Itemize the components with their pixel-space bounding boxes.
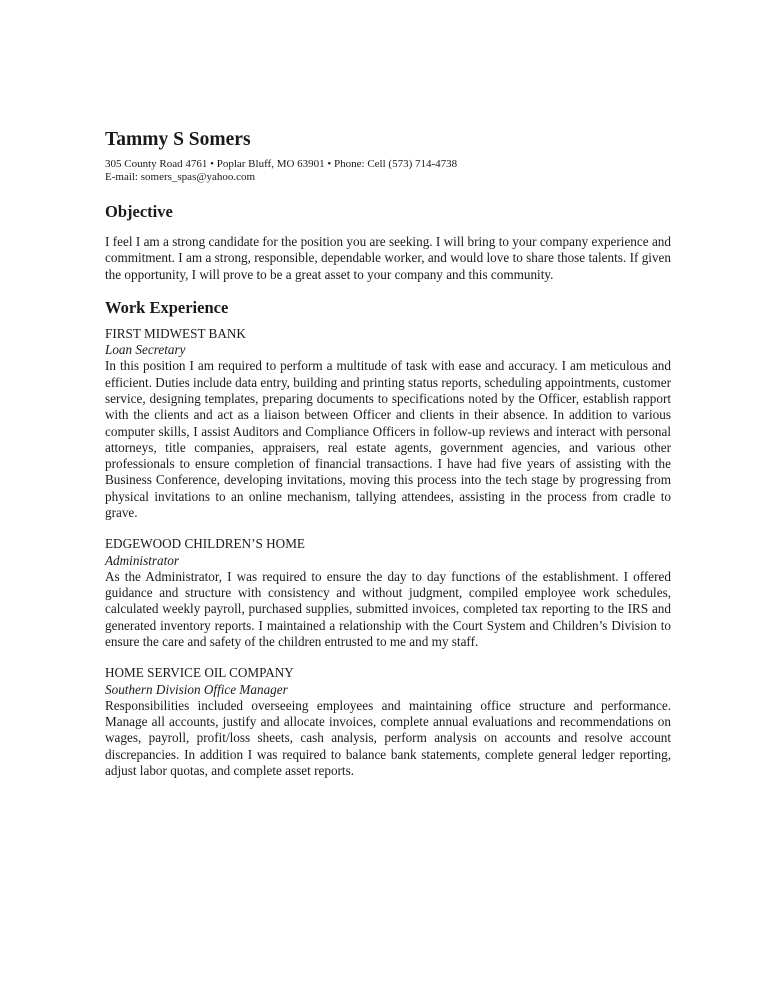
job-description: As the Administrator, I was required to ensure the day to day functions of the establishment. I offered guidance and structure with consistency and without judgment, compiled employee work schedules, calculated weekly payroll, purchased supplies, submitted invoices, completed tax reporting to the IRS and generated inventory reports. I maintained a relationship with the Court System and Children’s Division to ensure the care and safety of the children entrusted to me and my staff. (105, 568, 671, 650)
contact-address-line: 305 County Road 4761 • Poplar Bluff, MO 63901 • Phone: Cell (573) 714-4738 (105, 158, 458, 170)
job-role: Southern Division Office Manager (105, 681, 288, 697)
job-description: Responsibilities included overseeing employees and maintaining office structure and performance. Manage all accounts, justify and allocate invoices, complete annual evaluations and recommendations on wages, payroll, profit/loss sheets, cash analysis, perform analysis on accounts and resolve account discrepancies. In addition I was required to balance bank statements, complete general ledger reporting, adjust labor quotas, and complete asset reports. (105, 697, 671, 779)
objective-heading: Objective (105, 202, 173, 221)
job-entry-edgewood-childrens-home (105, 536, 671, 650)
job-role: Administrator (105, 552, 180, 568)
job-entry-first-midwest-bank (105, 326, 671, 521)
job-employer: FIRST MIDWEST BANK (105, 325, 246, 341)
job-description: In this position I am required to perform a multitude of task with ease and accuracy. I am meticulous and efficient. Duties include data entry, building and printing status reports, scheduling appointments, customer service, designing templates, preparing documents to specifications noted by the Officer, establish rapport with the clients and act as a liaison between Officer and clients in their absence. In addition to various computer skills, I assist Auditors and Compliance Officers in follow-up reviews and interact with personal attorneys, title companies, appraisers, real estate agents, government agencies, and various other professionals to ensure completion of financial transactions. I have had five years of assisting with the Business Conference, developing invitations, moving this process into the tech stage by progressing from physical invitations to an online mechanism, tallying attendees, assisting in the process from cradle to grave. (105, 358, 671, 521)
job-employer: HOME SERVICE OIL COMPANY (105, 665, 294, 681)
work-experience-heading: Work Experience (105, 297, 229, 317)
job-entry-home-service-oil-company (105, 665, 671, 779)
applicant-name: Tammy S Somers (105, 129, 251, 150)
job-role: Loan Secretary (105, 342, 186, 358)
resume-page (105, 128, 671, 779)
contact-email-line: E-mail: somers_spas@yahoo.com (105, 171, 256, 183)
job-employer: EDGEWOOD CHILDREN’S HOME (105, 536, 305, 552)
objective-text: I feel I am a strong candidate for the position you are seeking. I will bring to your company experience and commitment. I am a strong, responsible, dependable worker, and would love to share those talents. If given the opportunity, I will prove to be a great asset to your company and this community. (105, 234, 671, 282)
